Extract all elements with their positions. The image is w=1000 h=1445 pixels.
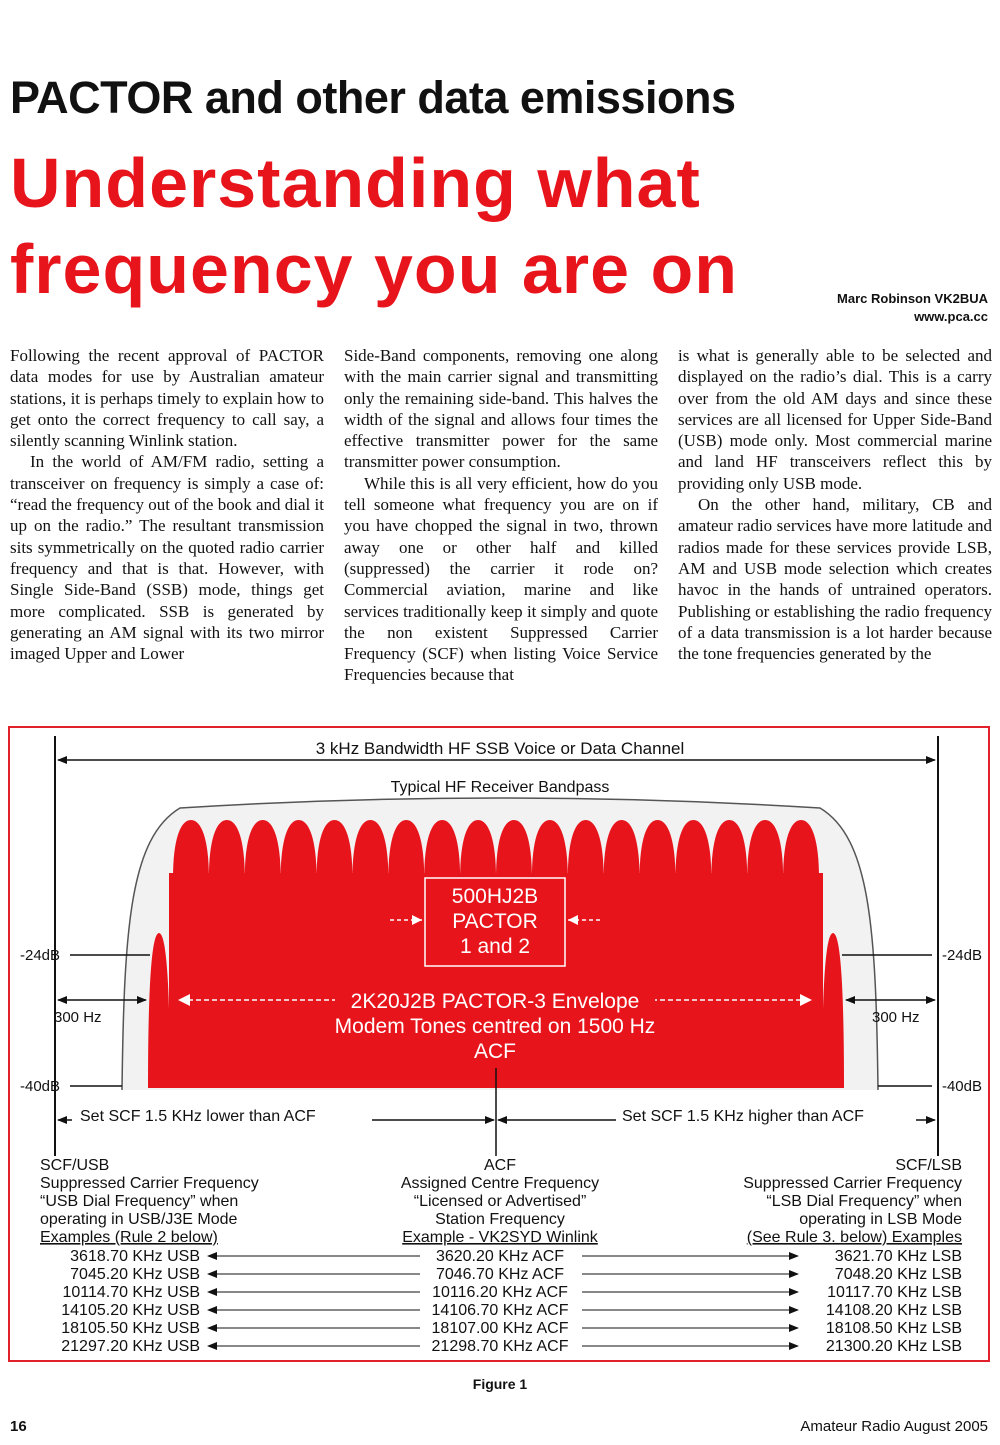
body-column-2 [344,345,658,711]
acf-frequency: 3620.20 KHz ACF [435,1248,565,1265]
acf-header-line: ACF [484,1157,516,1174]
lsb-frequency: 18108.50 KHz LSB [825,1320,962,1337]
lsb-frequency: 21300.20 KHz LSB [825,1338,962,1355]
usb-header-line: Suppressed Carrier Frequency [40,1175,259,1192]
acf-frequency: 18107.00 KHz ACF [431,1320,569,1337]
set-higher-label: Set SCF 1.5 KHz higher than ACF [622,1108,864,1125]
usb-frequency: 3618.70 KHz USB [70,1248,200,1265]
usb-frequency: 10114.70 KHz USB [62,1284,200,1301]
lsb-frequency: 3621.70 KHz LSB [834,1248,962,1265]
paragraph: While this is all very efficient, how do you tell someone what frequency you are on if you have chopped the signal in two, thrown away one or other half and killed (suppressed) the carrier it rode on? Commercial aviation, marine and like services traditionally keep it simply and quote the non existent Suppressed Carrier Frequency (SCF) when listing Voice Service Frequencies because that [344,473,658,685]
article-headline [10,140,738,312]
usb-header-line: operating in USB/J3E Mode [40,1211,238,1228]
usb-frequency: 7045.20 KHz USB [70,1266,200,1283]
usb-header-line: Examples (Rule 2 below) [40,1229,218,1246]
lsb-header-line: operating in LSB Mode [799,1211,962,1228]
level-40-left: -40dB [20,1078,61,1095]
lsb-header-line: Suppressed Carrier Frequency [743,1175,962,1192]
acf-header-line: “Licensed or Advertised” [413,1193,587,1210]
lsb-frequency: 7048.20 KHz LSB [834,1266,962,1283]
lsb-column-header [743,1157,962,1246]
frequency-row [61,1338,962,1355]
paragraph: In the world of AM/FM radio, setting a transceiver on frequency is simply a case of: “read the frequency out of the book and dial it up on the radio.” The resultant transmission sits symmetrically on the quoted radio carrier frequency and that is that. However, with Single Side-Band (SSB) mode, things get more complicated. SSB is generated by generating an AM signal with its two mirror imaged Upper and Lower [10,452,324,664]
pactor3-line-3: ACF [474,1040,516,1063]
level-24-left: -24dB [20,947,61,964]
pactor12-line-2: PACTOR [452,910,538,933]
figure-caption: Figure 1 [472,1376,528,1392]
acf-header-line: Example - VK2SYD Winlink [402,1229,598,1246]
level-40-right: -40dB [941,1078,982,1095]
paragraph: Side-Band components, removing one along with the main carrier signal and transmitting only the remaining side-band. This halves the width of the signal and allows four times the effective transmitter power for the same transmitter power consumption. [344,346,658,472]
level-24-right: -24dB [941,947,982,964]
usb-header-line: “USB Dial Frequency” when [40,1193,239,1210]
pactor12-line-1: 500HJ2B [451,885,539,908]
author-website: www.pca.cc [914,309,988,324]
acf-header-line: Station Frequency [435,1211,565,1228]
paragraph: Following the recent approval of PACTOR data modes for use by Australian amateur stations, it is perhaps timely to explain how to get onto the correct frequency to call say, a silently scanning Winlink station. [10,346,324,451]
usb-frequency: 21297.20 KHz USB [61,1338,200,1355]
lsb-header-line: “LSB Dial Frequency” when [766,1193,962,1210]
page-number: 16 [10,1418,27,1435]
offset-300-right: 300 Hz [872,1009,920,1026]
channel-label: 3 kHz Bandwidth HF SSB Voice or Data Channel [315,739,685,758]
lsb-header-line: SCF/LSB [895,1157,962,1174]
paragraph: On the other hand, military, CB and amateur radio services have more latitude and radios made for these services provide LSB, AM and USB mode selection which creates havoc in the hands of untrained operators. Publishing or establishing the radio frequency of a data transmission is a lot harder because the tone frequencies generated by the [678,495,992,664]
magazine-footer: Amateur Radio August 2005 [800,1418,988,1435]
offset-300-left: 300 Hz [54,1009,102,1026]
headline-line-2: frequency you are on [10,230,738,308]
body-column-3 [678,345,992,711]
author-name: Marc Robinson VK2BUA [837,291,988,306]
frequency-row [62,1284,962,1301]
headline-line-1: Understanding what [10,144,701,222]
set-lower-label: Set SCF 1.5 KHz lower than ACF [80,1108,316,1125]
pactor3-line-2: Modem Tones centred on 1500 Hz [334,1015,656,1038]
usb-frequency: 14105.20 KHz USB [61,1302,200,1319]
frequency-row [61,1302,962,1319]
acf-frequency: 7046.70 KHz ACF [435,1266,565,1283]
lsb-frequency: 10117.70 KHz LSB [827,1284,962,1301]
lsb-header-line: (See Rule 3. below) Examples [746,1229,962,1246]
pactor3-line-1: 2K20J2B PACTOR-3 Envelope [350,990,640,1013]
usb-frequency: 18105.50 KHz USB [61,1320,200,1337]
frequency-row [70,1266,962,1283]
acf-frequency: 14106.70 KHz ACF [431,1302,569,1319]
paragraph: is what is generally able to be selected and displayed on the radio’s dial. This is a carry over from the old AM days and since these services are all licensed for Upper Side-Band (USB) mode only. Most commercial marine and land HF transceivers reflect this by providing only USB mode. [678,346,992,493]
bandpass-label: Typical HF Receiver Bandpass [390,779,610,796]
article-kicker: PACTOR and other data emissions [10,72,736,123]
frequency-row [70,1248,962,1265]
acf-header-line: Assigned Centre Frequency [400,1175,600,1192]
lsb-frequency: 14108.20 KHz LSB [825,1302,962,1319]
usb-column-header [40,1157,259,1246]
figure-1 [8,726,990,1362]
frequency-row [61,1320,962,1337]
byline [837,290,988,326]
acf-frequency: 21298.70 KHz ACF [431,1338,569,1355]
body-column-1 [10,345,324,711]
usb-header-line: SCF/USB [40,1157,110,1174]
acf-column-header [401,1157,599,1246]
frequency-diagram [10,728,990,1362]
acf-frequency: 10116.20 KHz ACF [432,1284,568,1301]
pactor12-line-3: 1 and 2 [459,935,531,958]
